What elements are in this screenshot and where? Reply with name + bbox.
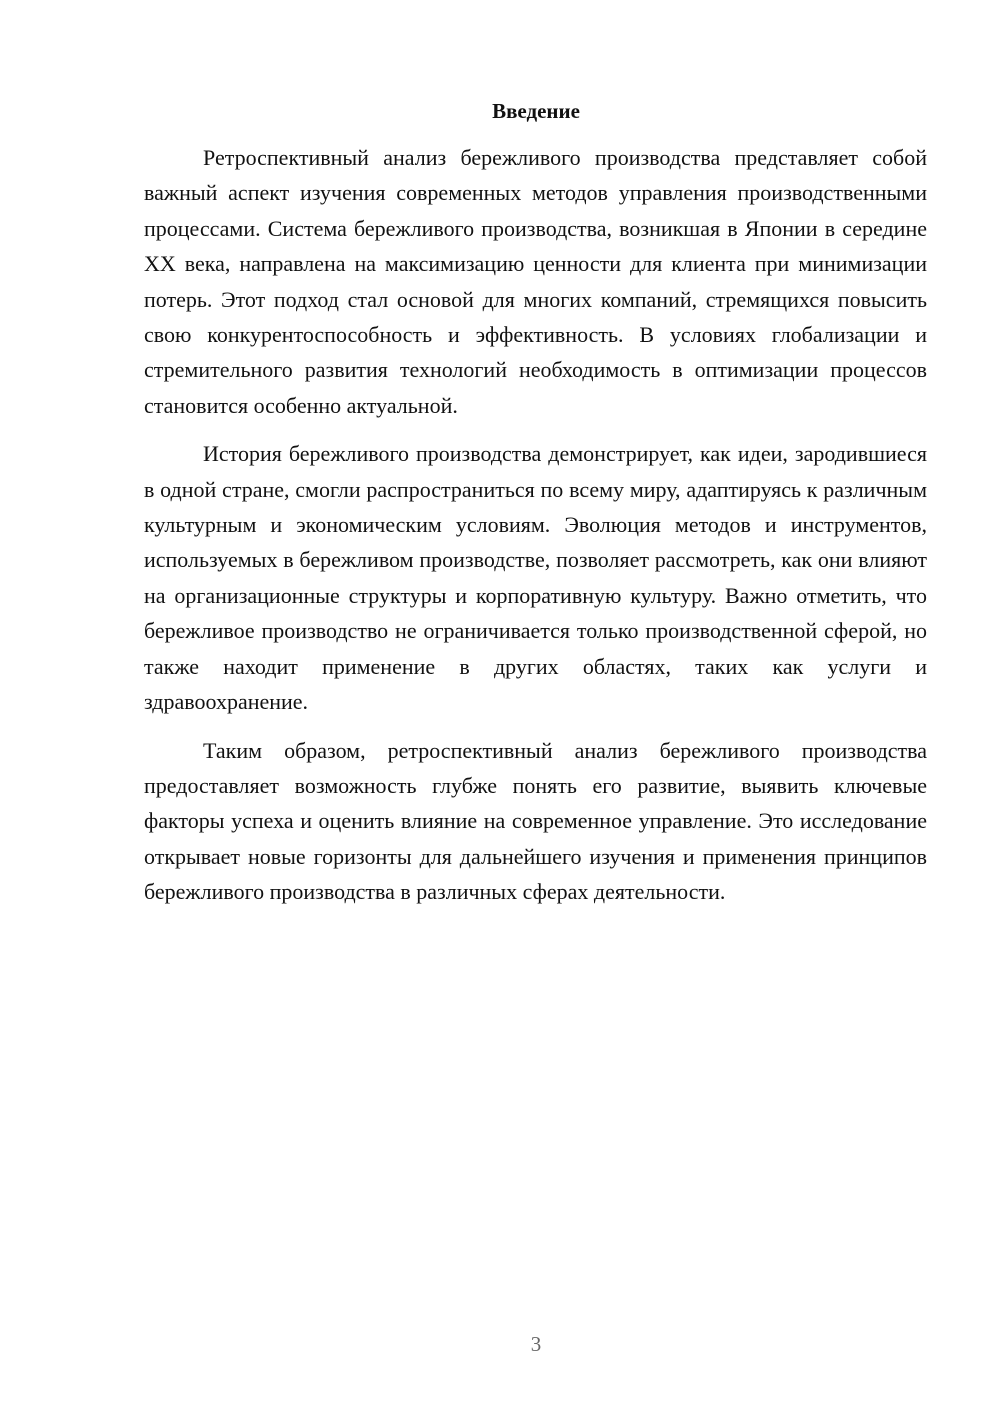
paragraph-3: Таким образом, ретроспективный анализ бережливого производства предоставляет возможность глубже понять его развитие, выявить ключевые факторы успеха и оценить влияние на современное управление. Это исследование открывает новые горизонты для дальнейшего изучения и применения принципов бережливого производства в различных сферах деятельности. [144, 737, 927, 905]
page-number: 3 [530, 1332, 542, 1356]
paragraph-2: История бережливого производства демонстрирует, как идеи, зародившиеся в одной стране, смогли распространиться по всему миру, адаптируясь к различным культурным и экономическим условиям. Эволюция методов и инструментов, используемых в бережливом производстве, позволяет рассмотреть, как они влияют на организационные структуры и корпоративную культуру. Важно отметить, что бережливое производство не ограничивается только производственной сферой, но также находит применение в других областях, таких как услуги и здравоохранение. [144, 441, 927, 715]
page-title: Введение [492, 99, 580, 123]
paragraph-1: Ретроспективный анализ бережливого производства представляет собой важный аспект изучения современных методов управления производственными процессами. Система бережливого производства, возникшая в Японии в середине XX века, направлена на максимизацию ценности для клиента при минимизации потерь. Этот подход стал основой для многих компаний, стремящихся повысить свою конкурентоспособность и эффективность. В условиях глобализации и стремительного развития технологий необходимость в оптимизации процессов становится особенно актуальной. [144, 145, 927, 418]
document-body [144, 140, 927, 923]
